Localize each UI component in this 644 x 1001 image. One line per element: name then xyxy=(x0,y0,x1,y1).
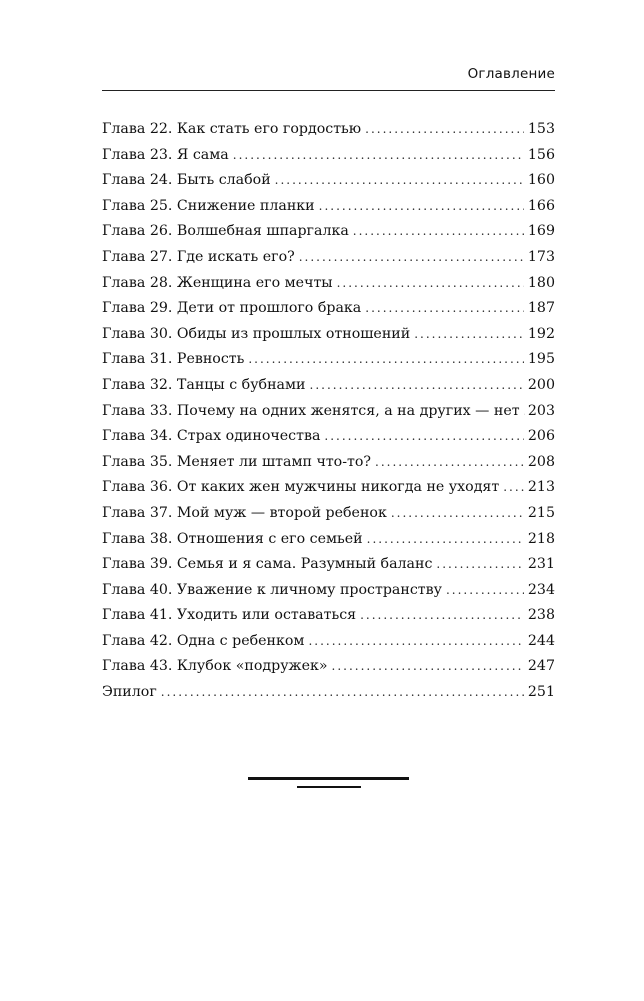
toc-entry-title: Глава 25. Снижение планки xyxy=(102,197,315,214)
toc-dot-leader xyxy=(233,145,524,165)
end-ornament-short-rule xyxy=(297,786,361,788)
toc-dot-leader xyxy=(248,349,524,369)
toc-entry-page: 251 xyxy=(527,684,555,701)
toc-entry-title: Глава 43. Клубок «подружек» xyxy=(102,658,328,675)
toc-entry-page: 180 xyxy=(527,274,555,291)
toc-entry-title: Глава 41. Уходить или оставаться xyxy=(102,607,357,624)
running-title: Оглавление xyxy=(467,66,555,82)
toc-entry-page: 208 xyxy=(527,453,555,470)
toc-entry xyxy=(102,426,555,452)
toc-entry-title: Глава 26. Волшебная шпаргалка xyxy=(102,223,349,240)
toc-entry-page: 238 xyxy=(527,607,555,624)
toc-entry-page: 206 xyxy=(527,428,555,445)
toc-entry-title: Глава 32. Танцы с бубнами xyxy=(102,376,306,393)
toc-entry-title: Глава 37. Мой муж — второй ребенок xyxy=(102,504,387,521)
toc-entry-page: 160 xyxy=(527,172,555,189)
toc-entry-title: Глава 34. Страх одиночества xyxy=(102,428,321,445)
toc-entry xyxy=(102,273,555,299)
toc-entry xyxy=(102,503,555,529)
toc-entry xyxy=(102,349,555,375)
toc-entry-title: Глава 42. Одна с ребенком xyxy=(102,632,305,649)
toc-dot-leader xyxy=(365,119,524,139)
toc-entry xyxy=(102,247,555,273)
toc-entry xyxy=(102,298,555,324)
toc-entry xyxy=(102,196,555,222)
toc-dot-leader xyxy=(308,631,523,651)
toc-dot-leader xyxy=(436,554,523,574)
toc-entry xyxy=(102,656,555,682)
end-ornament-long-rule xyxy=(248,777,409,780)
toc-dot-leader xyxy=(310,375,524,395)
toc-entry-title: Глава 31. Ревность xyxy=(102,351,245,368)
toc-entry-page: 187 xyxy=(527,300,555,317)
toc-entry-page: 244 xyxy=(527,632,555,649)
toc-entry xyxy=(102,401,555,427)
toc-entry xyxy=(102,605,555,631)
toc-dot-leader xyxy=(161,682,524,702)
toc-entry xyxy=(102,375,555,401)
toc-entry-page: 213 xyxy=(527,479,555,496)
toc-dot-leader xyxy=(319,196,524,216)
toc-dot-leader xyxy=(503,477,524,497)
toc-entry xyxy=(102,580,555,606)
toc-entry-page: 218 xyxy=(527,530,555,547)
toc-entry-page: 192 xyxy=(527,325,555,342)
toc-dot-leader xyxy=(446,580,524,600)
toc-entry-title: Глава 40. Уважение к личному пространству xyxy=(102,581,442,598)
toc-dot-leader xyxy=(365,298,524,318)
toc-entry-title: Глава 29. Дети от прошлого брака xyxy=(102,300,362,317)
toc-entry-page: 231 xyxy=(527,556,555,573)
header-rule xyxy=(102,90,555,91)
toc-entry-title: Глава 35. Меняет ли штамп что-то? xyxy=(102,453,372,470)
toc-entry-page: 215 xyxy=(527,504,555,521)
toc-entry xyxy=(102,529,555,555)
toc-entry xyxy=(102,324,555,350)
toc-entry-title: Глава 23. Я сама xyxy=(102,146,229,163)
toc-dot-leader xyxy=(299,247,524,267)
toc-entry-title: Глава 30. Обиды из прошлых отношений xyxy=(102,325,411,342)
toc-entry-title: Глава 38. Отношения с его семьей xyxy=(102,530,363,547)
toc-entry-title: Глава 39. Семья и я сама. Разумный баланс xyxy=(102,556,433,573)
toc-entry-page: 195 xyxy=(527,351,555,368)
toc-entry-page: 169 xyxy=(527,223,555,240)
toc-dot-leader xyxy=(367,529,524,549)
toc-entry-title: Глава 22. Как стать его гордостью xyxy=(102,121,362,137)
toc-dot-leader xyxy=(275,170,524,190)
toc-entry-title: Эпилог xyxy=(102,684,157,701)
toc-entry-page: 153 xyxy=(527,121,555,137)
toc-dot-leader xyxy=(414,324,524,344)
toc-entry xyxy=(102,554,555,580)
toc-dot-leader xyxy=(337,273,524,293)
toc-entry-page: 234 xyxy=(527,581,555,598)
toc-entry xyxy=(102,631,555,657)
table-of-contents xyxy=(102,119,555,708)
toc-entry-page: 247 xyxy=(527,658,555,675)
toc-entry xyxy=(102,145,555,171)
toc-entry xyxy=(102,221,555,247)
toc-entry-title: Глава 24. Быть слабой xyxy=(102,172,271,189)
toc-entry-title: Глава 28. Женщина его мечты xyxy=(102,274,333,291)
toc-dot-leader xyxy=(391,503,524,523)
toc-entry xyxy=(102,452,555,478)
toc-entry-title: Глава 33. Почему на одних женятся, а на других — нет xyxy=(102,402,520,419)
toc-entry-page: 156 xyxy=(527,146,555,163)
toc-entry xyxy=(102,682,555,708)
toc-entry-title: Глава 36. От каких жен мужчины никогда не уходят xyxy=(102,479,500,496)
toc-entry-page: 200 xyxy=(527,376,555,393)
toc-entry-page: 173 xyxy=(527,248,555,265)
toc-entry-title: Глава 27. Где искать его? xyxy=(102,248,295,265)
toc-entry xyxy=(102,170,555,196)
toc-dot-leader xyxy=(353,221,524,241)
toc-dot-leader xyxy=(375,452,524,472)
toc-entry xyxy=(102,119,555,145)
toc-entry-page: 203 xyxy=(527,402,555,419)
toc-dot-leader xyxy=(332,656,524,676)
toc-dot-leader xyxy=(324,426,524,446)
toc-entry xyxy=(102,477,555,503)
toc-dot-leader xyxy=(360,605,524,625)
toc-entry-page: 166 xyxy=(527,197,555,214)
